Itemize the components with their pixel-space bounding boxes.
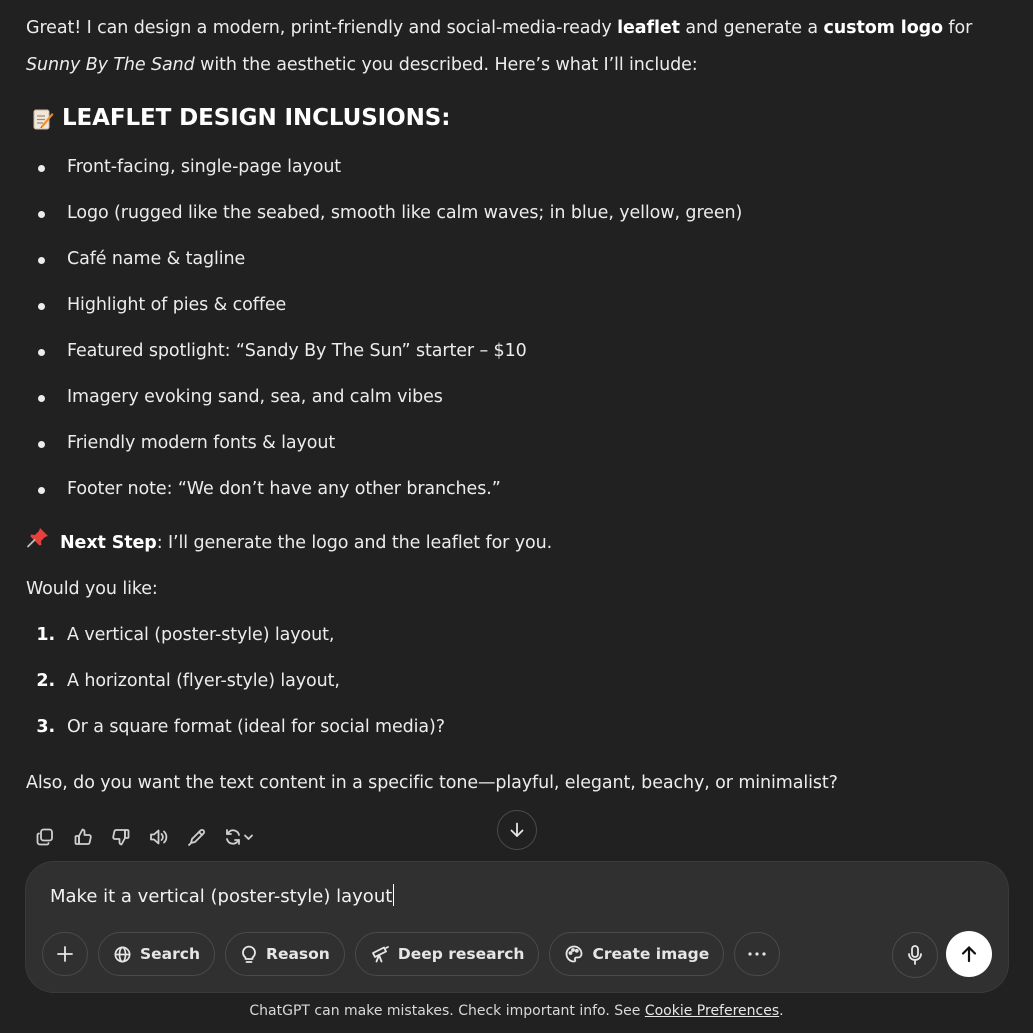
deep-research-button-label: Deep research bbox=[397, 945, 525, 963]
palette-icon bbox=[564, 944, 584, 964]
search-button[interactable] bbox=[98, 932, 215, 976]
list-item bbox=[26, 612, 1011, 658]
list-item: Footer note: “We don’t have any other branches.” bbox=[26, 466, 1011, 512]
cookie-preferences-link[interactable]: Cookie Preferences bbox=[644, 1003, 780, 1019]
intro-text: for bbox=[942, 18, 973, 38]
add-attachment-button[interactable] bbox=[42, 932, 88, 976]
memo-icon bbox=[32, 106, 52, 130]
option-number: 3. bbox=[36, 717, 55, 737]
intro-text: and generate a bbox=[679, 18, 824, 38]
search-button-label: Search bbox=[140, 945, 201, 963]
list-item: Front-facing, single-page layout bbox=[26, 144, 1011, 190]
list-item bbox=[26, 704, 1011, 750]
edit-icon bbox=[187, 827, 207, 847]
chevron-down-icon bbox=[245, 836, 252, 840]
scroll-to-bottom-button[interactable] bbox=[497, 810, 537, 850]
prompt-input[interactable] bbox=[50, 882, 394, 912]
intro-paragraph bbox=[26, 10, 1011, 84]
disclaimer-text: ChatGPT can make mistakes. Check important info. See bbox=[249, 1003, 645, 1019]
option-text: Or a square format (ideal for social media)? bbox=[67, 717, 445, 737]
prompt-input-value: Make it a vertical (poster-style) layout bbox=[50, 886, 393, 907]
list-item: Friendly modern fonts & layout bbox=[26, 420, 1011, 466]
edit-button[interactable] bbox=[178, 824, 216, 850]
would-you-like: Would you like: bbox=[26, 579, 158, 599]
heading-text: LEAFLET DESIGN INCLUSIONS: bbox=[62, 104, 451, 131]
read-aloud-icon bbox=[148, 827, 170, 847]
intro-text: with the aesthetic you described. Here’s what I’ll include: bbox=[194, 55, 698, 75]
next-step-paragraph bbox=[26, 520, 1011, 566]
good-response-button[interactable] bbox=[64, 824, 102, 850]
globe-icon bbox=[113, 945, 132, 964]
lightbulb-icon bbox=[240, 944, 258, 964]
options-list bbox=[26, 612, 1011, 750]
thumbs-up-icon bbox=[73, 827, 93, 847]
intro-text: Great! I can design a modern, print-friendly and social-media-ready bbox=[26, 18, 618, 38]
list-item: Logo (rugged like the seabed, smooth like calm waves; in blue, yellow, green) bbox=[26, 190, 1011, 236]
option-text: A horizontal (flyer-style) layout, bbox=[67, 671, 340, 691]
option-number: 1. bbox=[36, 625, 55, 645]
message-actions bbox=[26, 824, 262, 850]
arrow-down-icon bbox=[508, 821, 526, 839]
reason-button[interactable] bbox=[225, 932, 345, 976]
thumbs-down-icon bbox=[111, 827, 131, 847]
inclusions-list bbox=[26, 144, 1011, 512]
deep-research-button[interactable] bbox=[355, 932, 540, 976]
copy-button[interactable] bbox=[26, 824, 64, 850]
bad-response-button[interactable] bbox=[102, 824, 140, 850]
read-aloud-button[interactable] bbox=[140, 824, 178, 850]
closing-question: Also, do you want the text content in a specific tone—playful, elegant, beachy, or minimalist? bbox=[26, 773, 838, 793]
create-image-button[interactable] bbox=[549, 932, 724, 976]
section-heading bbox=[32, 98, 1011, 138]
composer-tools bbox=[42, 932, 780, 976]
plus-icon bbox=[55, 944, 75, 964]
ellipsis-icon bbox=[746, 951, 768, 957]
regenerate-button[interactable] bbox=[216, 824, 262, 850]
regenerate-icon bbox=[224, 827, 254, 847]
list-item bbox=[26, 658, 1011, 704]
intro-bold-logo: custom logo bbox=[823, 18, 943, 38]
intro-italic-cafe: Sunny By The Sand bbox=[26, 55, 195, 75]
intro-bold-leaflet: leaflet bbox=[617, 18, 680, 38]
message-composer bbox=[26, 862, 1008, 992]
arrow-up-icon bbox=[959, 944, 979, 964]
disclaimer-footer bbox=[0, 1003, 1033, 1019]
create-image-button-label: Create image bbox=[592, 945, 710, 963]
next-step-label: Next Step bbox=[60, 532, 157, 553]
list-item: Imagery evoking sand, sea, and calm vibes bbox=[26, 374, 1011, 420]
disclaimer-end: . bbox=[779, 1003, 784, 1019]
list-item: Highlight of pies & coffee bbox=[26, 282, 1011, 328]
microphone-icon bbox=[905, 944, 925, 966]
assistant-message bbox=[26, 10, 1011, 806]
list-item: Featured spotlight: “Sandy By The Sun” starter – $10 bbox=[26, 328, 1011, 374]
text-caret bbox=[393, 884, 394, 906]
dictate-button[interactable] bbox=[892, 932, 938, 978]
list-item: Café name & tagline bbox=[26, 236, 1011, 282]
copy-icon bbox=[35, 827, 55, 847]
option-text: A vertical (poster-style) layout, bbox=[67, 625, 335, 645]
reason-button-label: Reason bbox=[266, 945, 330, 963]
next-step-text: : I’ll generate the logo and the leaflet for you. bbox=[156, 532, 553, 553]
pushpin-icon bbox=[26, 525, 50, 562]
telescope-icon bbox=[370, 944, 390, 964]
send-button[interactable] bbox=[946, 931, 992, 977]
more-tools-button[interactable] bbox=[734, 932, 780, 976]
option-number: 2. bbox=[36, 671, 55, 691]
